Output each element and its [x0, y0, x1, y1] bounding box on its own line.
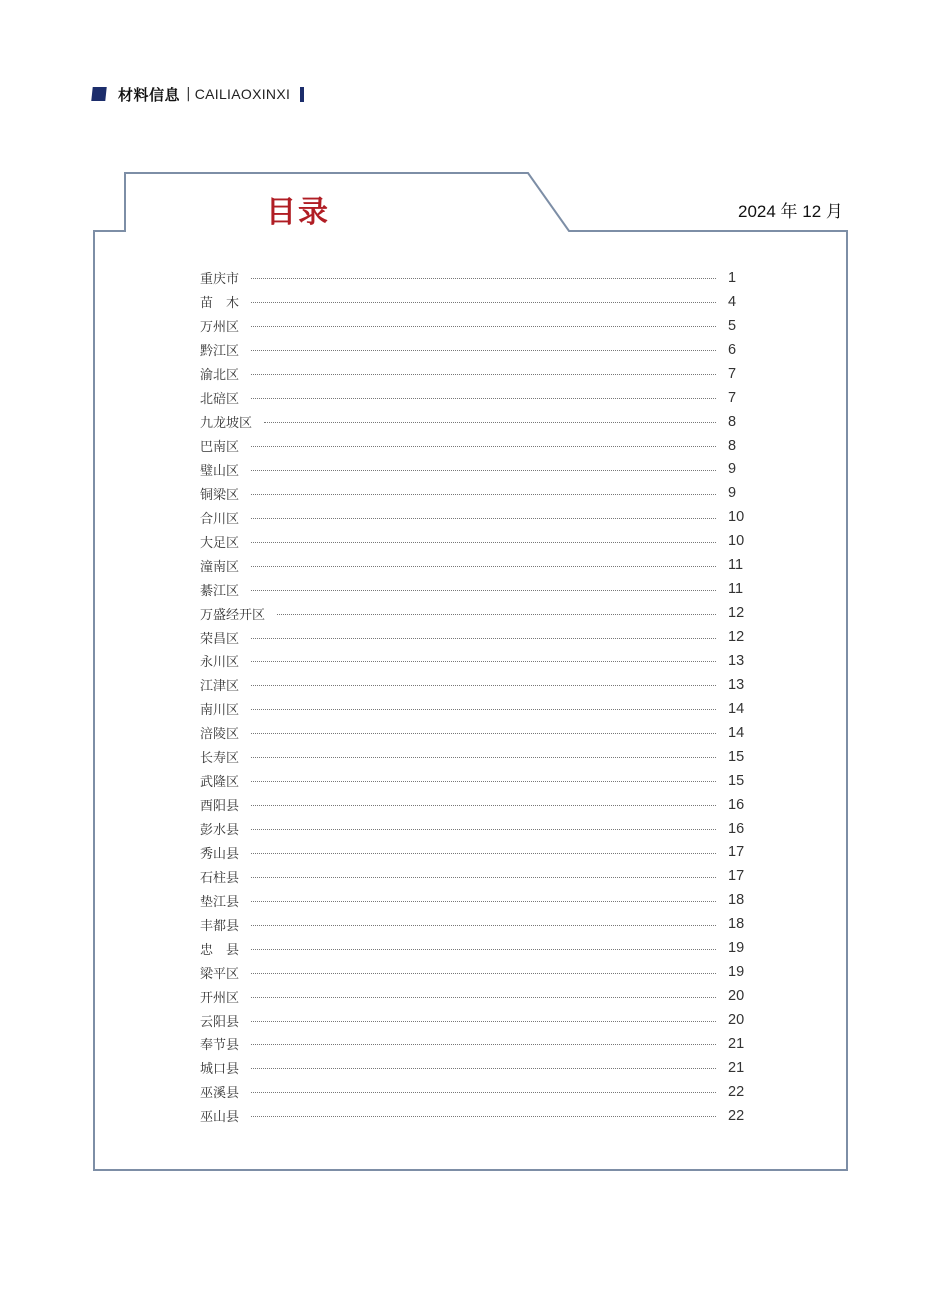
header-title: 材料信息 [118, 85, 181, 104]
toc-entry-page: 16 [728, 796, 745, 813]
toc-entry-page: 14 [728, 724, 745, 741]
toc-entry-page: 20 [728, 1012, 745, 1029]
toc-entry[interactable] [200, 1032, 748, 1056]
toc-leader-dots [251, 925, 716, 926]
toc-leader-dots [251, 542, 716, 543]
toc-leader-dots [251, 997, 716, 998]
toc-entry-name: 璧山区 [200, 463, 240, 479]
toc-leader-dots [251, 973, 716, 974]
toc-leader-dots [251, 1044, 716, 1045]
toc-entry-name: 巫山县 [200, 1110, 240, 1126]
toc-leader-dots [251, 1116, 716, 1117]
toc-entry[interactable] [200, 553, 748, 577]
toc-list [200, 266, 748, 1128]
toc-entry[interactable] [200, 434, 748, 458]
toc-entry-page: 1 [728, 269, 737, 286]
toc-entry-name: 南川区 [200, 703, 240, 719]
toc-entry-page: 17 [728, 868, 745, 885]
toc-entry[interactable] [200, 673, 748, 697]
toc-entry-page: 8 [728, 413, 737, 430]
toc-entry-page: 15 [728, 772, 745, 789]
toc-entry-page: 16 [728, 820, 745, 837]
toc-title: 目录 [266, 195, 330, 230]
toc-leader-dots [251, 949, 716, 950]
toc-leader-dots [251, 470, 716, 471]
toc-entry-page: 13 [728, 676, 745, 693]
toc-entry-name: 城口县 [200, 1062, 240, 1078]
toc-entry-page: 9 [728, 461, 737, 478]
toc-entry[interactable] [200, 1080, 748, 1104]
toc-entry-name: 垫江县 [200, 894, 240, 910]
toc-entry-page: 10 [728, 533, 745, 550]
header-subtitle: CAILIAOXINXI [194, 86, 291, 102]
toc-leader-dots [251, 374, 716, 375]
toc-entry[interactable] [200, 338, 748, 362]
toc-entry-page: 17 [728, 844, 745, 861]
toc-entry[interactable] [200, 960, 748, 984]
toc-entry-name: 长寿区 [200, 751, 240, 767]
toc-entry-page: 11 [728, 557, 744, 574]
toc-entry-name: 万盛经开区 [200, 607, 266, 623]
toc-entry-name: 石柱县 [200, 870, 240, 886]
toc-entry[interactable] [200, 1056, 748, 1080]
toc-entry-page: 20 [728, 988, 745, 1005]
toc-entry[interactable] [200, 290, 748, 314]
toc-entry[interactable] [200, 601, 748, 625]
toc-entry-name: 巴南区 [200, 440, 240, 456]
toc-entry-name: 万州区 [200, 320, 240, 336]
toc-leader-dots [251, 278, 716, 279]
toc-entry-page: 6 [728, 341, 737, 358]
toc-entry-page: 15 [728, 748, 745, 765]
toc-entry[interactable] [200, 936, 748, 960]
toc-entry-page: 21 [728, 1059, 745, 1076]
toc-entry-page: 22 [728, 1083, 745, 1100]
toc-entry-name: 巫溪县 [200, 1086, 240, 1102]
toc-entry[interactable] [200, 362, 748, 386]
toc-leader-dots [251, 302, 716, 303]
toc-leader-dots [251, 757, 716, 758]
toc-entry-page: 9 [728, 485, 737, 502]
toc-entry[interactable] [200, 1104, 748, 1128]
header-separator: | [186, 86, 191, 102]
toc-entry-page: 14 [728, 700, 745, 717]
toc-entry-name: 九龙坡区 [200, 416, 253, 432]
toc-entry-page: 18 [728, 892, 745, 909]
toc-entry[interactable] [200, 314, 748, 338]
toc-entry-name: 奉节县 [200, 1038, 240, 1054]
toc-entry[interactable] [200, 386, 748, 410]
toc-entry[interactable] [200, 410, 748, 434]
toc-entry[interactable] [200, 697, 748, 721]
toc-entry-page: 19 [728, 940, 745, 957]
toc-leader-dots [251, 781, 716, 782]
toc-entry-page: 12 [728, 629, 745, 646]
toc-entry[interactable] [200, 745, 748, 769]
toc-entry-name: 潼南区 [200, 559, 240, 575]
toc-leader-dots [251, 709, 716, 710]
toc-entry-page: 8 [728, 437, 737, 454]
toc-leader-dots [251, 733, 716, 734]
toc-leader-dots [251, 518, 716, 519]
toc-entry-name: 云阳县 [200, 1014, 240, 1030]
toc-entry-name: 黔江区 [200, 344, 240, 360]
toc-entry-page: 18 [728, 916, 745, 933]
toc-entry-name: 彭水县 [200, 823, 240, 839]
toc-entry[interactable] [200, 458, 748, 482]
toc-leader-dots [251, 494, 716, 495]
toc-entry-page: 7 [728, 389, 737, 406]
toc-leader-dots [251, 805, 716, 806]
toc-entry-page: 22 [728, 1107, 745, 1124]
toc-entry[interactable] [200, 505, 748, 529]
toc-entry[interactable] [200, 841, 748, 865]
toc-entry-name: 綦江区 [200, 583, 240, 599]
toc-entry[interactable] [200, 769, 748, 793]
toc-leader-dots [251, 350, 716, 351]
toc-entry[interactable] [200, 984, 748, 1008]
toc-leader-dots [251, 1021, 716, 1022]
toc-leader-dots [251, 398, 716, 399]
toc-leader-dots [277, 614, 716, 615]
toc-leader-dots [251, 877, 716, 878]
toc-leader-dots [251, 446, 716, 447]
toc-entry-page: 12 [728, 605, 745, 622]
toc-entry[interactable] [200, 481, 748, 505]
toc-entry-name: 合川区 [200, 511, 240, 527]
toc-leader-dots [251, 566, 716, 567]
toc-entry[interactable] [200, 625, 748, 649]
toc-entry[interactable] [200, 721, 748, 745]
toc-entry-name: 铜梁区 [200, 487, 240, 503]
toc-entry-name: 酉阳县 [200, 799, 240, 815]
toc-entry-name: 大足区 [200, 535, 240, 551]
toc-entry-name: 北碚区 [200, 392, 240, 408]
toc-entry[interactable] [200, 817, 748, 841]
toc-leader-dots [251, 661, 716, 662]
toc-entry-name: 重庆市 [200, 272, 240, 288]
toc-entry-page: 10 [728, 509, 745, 526]
toc-entry[interactable] [200, 577, 748, 601]
toc-entry-name: 苗 木 [200, 296, 240, 312]
toc-entry-name: 忠 县 [200, 942, 240, 958]
toc-leader-dots [251, 326, 716, 327]
toc-entry[interactable] [200, 266, 748, 290]
toc-entry[interactable] [200, 888, 748, 912]
toc-entry[interactable] [200, 912, 748, 936]
toc-entry-page: 13 [728, 652, 745, 669]
toc-leader-dots [251, 1068, 716, 1069]
toc-entry-name: 江津区 [200, 679, 240, 695]
toc-leader-dots [251, 685, 716, 686]
toc-entry-page: 21 [728, 1035, 745, 1052]
toc-entry-page: 4 [728, 293, 737, 310]
toc-entry-page: 7 [728, 365, 737, 382]
toc-leader-dots [264, 422, 716, 423]
toc-leader-dots [251, 1092, 716, 1093]
toc-entry-name: 梁平区 [200, 966, 240, 982]
toc-entry-name: 永川区 [200, 655, 240, 671]
toc-leader-dots [251, 590, 716, 591]
toc-leader-dots [251, 638, 716, 639]
toc-entry-page: 5 [728, 317, 737, 334]
toc-entry-name: 丰都县 [200, 918, 240, 934]
toc-leader-dots [251, 829, 716, 830]
toc-entry-name: 秀山县 [200, 846, 240, 862]
toc-entry-name: 开州区 [200, 990, 240, 1006]
toc-entry-page: 11 [728, 581, 744, 598]
toc-date: 2024 年 12 月 [738, 202, 843, 221]
toc-entry-page: 19 [728, 964, 745, 981]
toc-entry-name: 涪陵区 [200, 727, 240, 743]
toc-entry[interactable] [200, 649, 748, 673]
toc-entry[interactable] [200, 793, 748, 817]
toc-entry[interactable] [200, 529, 748, 553]
toc-leader-dots [251, 853, 716, 854]
toc-entry[interactable] [200, 864, 748, 888]
toc-leader-dots [251, 901, 716, 902]
toc-entry-name: 荣昌区 [200, 631, 240, 647]
toc-entry-name: 渝北区 [200, 368, 240, 384]
toc-entry-name: 武隆区 [200, 775, 240, 791]
toc-entry[interactable] [200, 1008, 748, 1032]
